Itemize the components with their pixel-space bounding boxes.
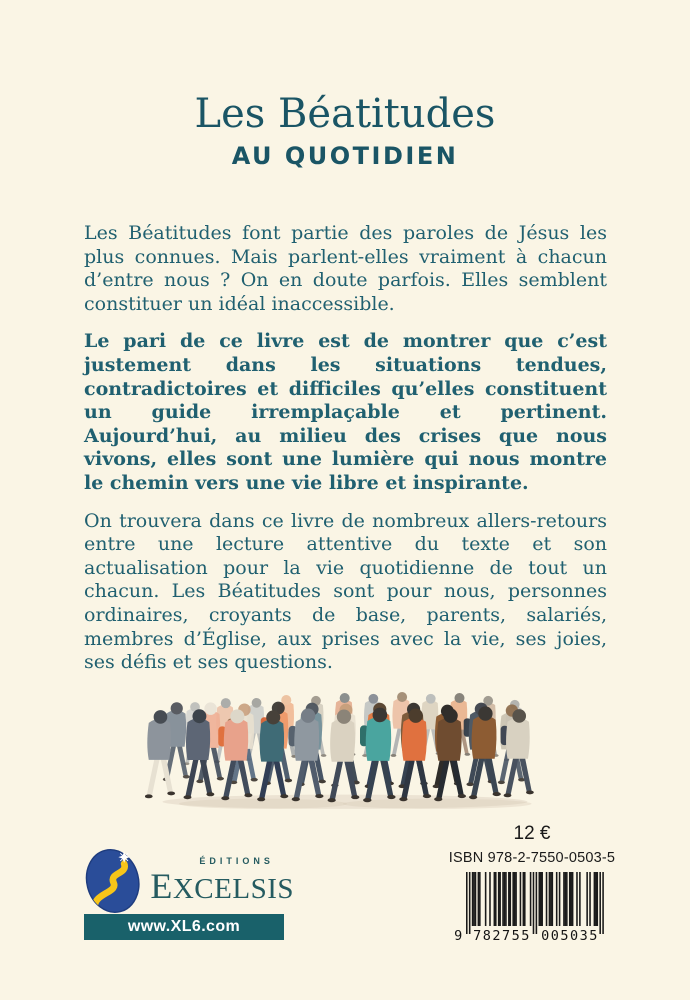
barcode-bars (466, 872, 604, 934)
barcode-digit-right: 005035 (541, 928, 599, 944)
website-url: www.XL6.com (127, 918, 241, 935)
page-title: Les Béatitudes (194, 91, 496, 137)
price-label: 12 € (513, 823, 551, 844)
barcode-digit-left: 782755 (473, 928, 531, 944)
isbn-label: ISBN 978-2-7550-0503-5 (448, 850, 616, 866)
ean-barcode (454, 870, 610, 944)
blurb-paragraph-3: On trouvera dans ce livre de nombreux allers-retours entre une lecture attentive du texte et son actualisation pour la vie quotidienne de tout un chacun. Les Béatitudes sont pour nous, personnes ordinaires, croyants de base, parents, salariés, membres d’Église, aux prises avec la vie, ses joies, ses défis et ses questions. (84, 509, 607, 674)
website-banner (84, 914, 284, 940)
crowd-figures (145, 692, 534, 802)
barcode-digit-lead: 9 (454, 928, 464, 944)
editions-label: ÉDITIONS (199, 856, 274, 866)
publisher-block (84, 846, 294, 935)
excelsis-logo-mark (84, 846, 141, 916)
crowd-illustration (145, 648, 545, 812)
blurb-paragraph-2: Le pari de ce livre est de montrer que c’est justement dans les situations tendues, contradictoires et difficiles qu’elles constituent un guide irremplaçable et pertinent. Aujourd’hui, au milieu des crises que nous vivons, elles sont une lumière qui nous montre le chemin vers une vie libre et inspirante. (84, 330, 607, 494)
blurb-paragraph-1: Les Béatitudes font partie des paroles de Jésus les plus connues. Mais parlent-elles vraiment à chacun d’entre nous ? On en doute parfois. Elles semblent constituer un idéal inaccessible. (84, 222, 607, 315)
back-cover-blurb (0, 222, 690, 675)
page-subtitle: AU QUOTIDIEN (231, 142, 459, 170)
publisher-name: EXCELSIS (150, 866, 294, 906)
commerce-block (446, 824, 618, 949)
